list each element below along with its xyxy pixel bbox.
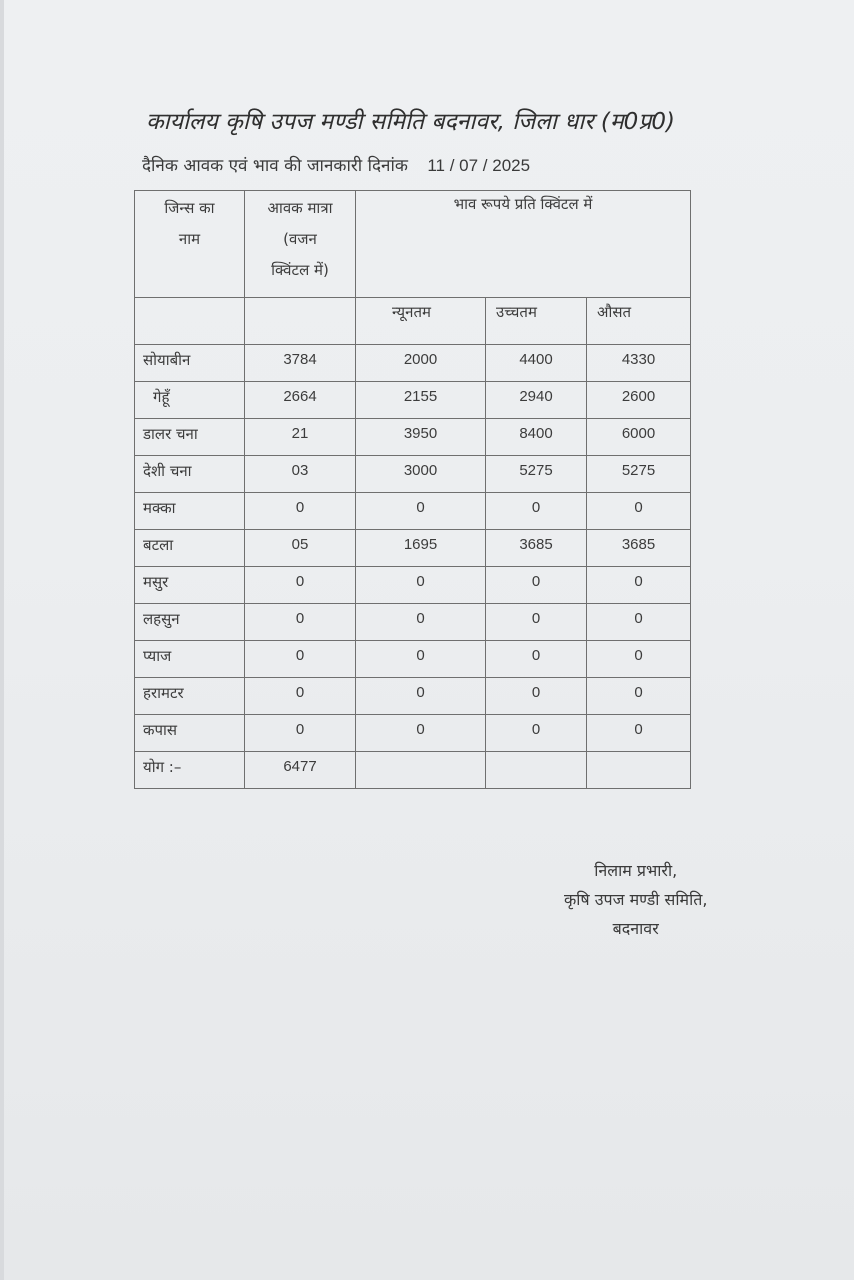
arrival-value: 03 <box>245 456 356 493</box>
commodity-name: डालर चना <box>135 419 245 456</box>
avg-price: 2600 <box>587 382 691 419</box>
table-row <box>135 382 691 419</box>
min-price: 1695 <box>356 530 486 567</box>
table-row <box>135 567 691 604</box>
avg-price: 0 <box>587 567 691 604</box>
max-price: 4400 <box>486 345 587 382</box>
header-arrival-line1: आवक मात्रा <box>267 199 333 217</box>
commodity-name: बटला <box>135 530 245 567</box>
min-price: 0 <box>356 493 486 530</box>
total-arrival: 6477 <box>245 752 356 789</box>
min-price: 0 <box>356 604 486 641</box>
commodity-name: हरामटर <box>135 678 245 715</box>
min-price: 2155 <box>356 382 486 419</box>
office-heading: कार्यालय कृषि उपज मण्डी समिति बदनावर, जिला धार (म0प्र0) <box>146 109 675 135</box>
table-row <box>135 715 691 752</box>
table-row <box>135 419 691 456</box>
max-price: 0 <box>486 641 587 678</box>
max-price: 3685 <box>486 530 587 567</box>
subheading-text: दैनिक आवक एवं भाव की जानकारी दिनांक <box>142 156 408 176</box>
commodity-name: लहसुन <box>135 604 245 641</box>
arrival-value: 0 <box>245 715 356 752</box>
max-price: 8400 <box>486 419 587 456</box>
signature-block <box>564 856 707 943</box>
commodity-name: देशी चना <box>135 456 245 493</box>
header-avg: औसत <box>587 298 691 345</box>
header-commodity-line2: नाम <box>178 230 201 248</box>
header-arrival-line2: (वजन <box>283 230 317 248</box>
avg-price: 0 <box>587 641 691 678</box>
avg-price: 6000 <box>587 419 691 456</box>
max-price: 0 <box>486 604 587 641</box>
min-price: 3950 <box>356 419 486 456</box>
total-row <box>135 752 691 789</box>
avg-price: 0 <box>587 678 691 715</box>
signature-line-2: कृषि उपज मण्डी समिति, <box>564 890 708 909</box>
report-subheading <box>142 153 530 176</box>
table-row <box>135 604 691 641</box>
subheader-empty <box>245 298 356 345</box>
price-table <box>134 190 691 789</box>
avg-price: 4330 <box>587 345 691 382</box>
arrival-value: 05 <box>245 530 356 567</box>
min-price: 0 <box>356 678 486 715</box>
arrival-value: 3784 <box>245 345 356 382</box>
signature-line-3: बदनावर <box>612 919 659 938</box>
report-date: 11 / 07 / 2025 <box>427 156 531 175</box>
document-page <box>4 0 854 1280</box>
commodity-name: गेहूँ <box>135 382 245 419</box>
avg-price: 0 <box>587 493 691 530</box>
min-price: 3000 <box>356 456 486 493</box>
max-price: 0 <box>486 715 587 752</box>
arrival-value: 0 <box>245 641 356 678</box>
table-header-row <box>135 191 691 298</box>
arrival-value: 21 <box>245 419 356 456</box>
table-subheader-row <box>135 298 691 345</box>
commodity-name: मक्का <box>135 493 245 530</box>
max-price: 5275 <box>486 456 587 493</box>
header-commodity <box>135 191 245 298</box>
total-empty <box>356 752 486 789</box>
header-arrival <box>245 191 356 298</box>
max-price: 0 <box>486 678 587 715</box>
avg-price: 5275 <box>587 456 691 493</box>
signature-line-1: निलाम प्रभारी, <box>594 861 678 880</box>
header-min: न्यूनतम <box>356 298 486 345</box>
avg-price: 0 <box>587 604 691 641</box>
total-label: योग :– <box>135 752 245 789</box>
table-row <box>135 530 691 567</box>
arrival-value: 0 <box>245 493 356 530</box>
arrival-value: 0 <box>245 604 356 641</box>
subheader-empty <box>135 298 245 345</box>
max-price: 0 <box>486 567 587 604</box>
total-empty <box>587 752 691 789</box>
total-empty <box>486 752 587 789</box>
min-price: 2000 <box>356 345 486 382</box>
header-price: भाव रूपये प्रति क्विंटल में <box>356 191 691 298</box>
commodity-name: सोयाबीन <box>135 345 245 382</box>
arrival-value: 0 <box>245 678 356 715</box>
table-row <box>135 641 691 678</box>
table-row <box>135 493 691 530</box>
avg-price: 3685 <box>587 530 691 567</box>
max-price: 0 <box>486 493 587 530</box>
commodity-name: मसुर <box>135 567 245 604</box>
header-arrival-line3: क्विंटल में) <box>271 261 329 279</box>
header-max: उच्चतम <box>486 298 587 345</box>
arrival-value: 2664 <box>245 382 356 419</box>
max-price: 2940 <box>486 382 587 419</box>
min-price: 0 <box>356 641 486 678</box>
table-row <box>135 678 691 715</box>
table-row <box>135 456 691 493</box>
table-row <box>135 345 691 382</box>
commodity-name: प्याज <box>135 641 245 678</box>
arrival-value: 0 <box>245 567 356 604</box>
header-commodity-line1: जिन्स का <box>164 199 215 217</box>
commodity-name: कपास <box>135 715 245 752</box>
min-price: 0 <box>356 715 486 752</box>
min-price: 0 <box>356 567 486 604</box>
avg-price: 0 <box>587 715 691 752</box>
